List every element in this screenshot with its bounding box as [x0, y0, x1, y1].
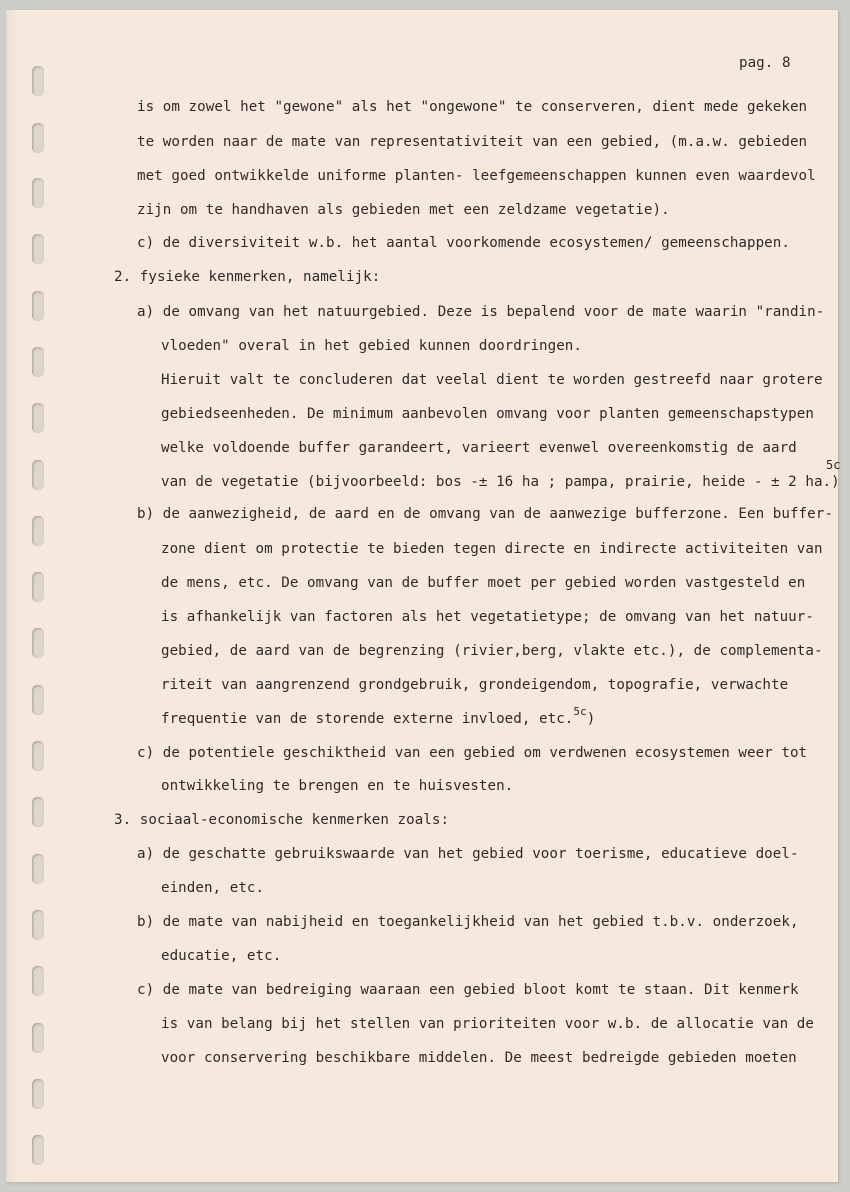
text-line: gebied, de aard van de begrenzing (rivier,berg, vlakte etc.), de complementa- [161, 643, 823, 659]
text-line: is van belang bij het stellen van prioriteiten voor w.b. de allocatie van de [161, 1016, 814, 1032]
text-line: zijn om te handhaven als gebieden met een zeldzame vegetatie). [137, 202, 670, 218]
text-line: gebiedseenheden. De minimum aanbevolen omvang voor planten gemeenschapstypen [161, 406, 814, 422]
punch-hole [32, 797, 44, 827]
list-item-label: c) de mate van bedreiging waaraan een gebied bloot komt te staan. Dit kenmerk [137, 982, 799, 998]
page-number: pag. 8 [739, 55, 791, 71]
punch-hole [32, 910, 44, 940]
footnote-ref: 5c [573, 705, 587, 718]
punch-hole [32, 572, 44, 602]
text-line: educatie, etc. [161, 948, 282, 964]
margin-footnote-ref: 5c [826, 458, 841, 472]
text-line: riteit van aangrenzend grondgebruik, grondeigendom, topografie, verwachte [161, 677, 789, 693]
section-heading: 2. fysieke kenmerken, namelijk: [114, 269, 381, 285]
punch-hole [32, 234, 44, 264]
text-line: te worden naar de mate van representativiteit van een gebied, (m.a.w. gebieden [137, 134, 808, 150]
section-heading: 3. sociaal-economische kenmerken zoals: [114, 812, 450, 828]
punch-hole [32, 966, 44, 996]
text-line: vloeden" overal in het gebied kunnen doordringen. [161, 338, 582, 354]
text-line: welke voldoende buffer garandeert, varieert evenwel overeenkomstig de aard [161, 440, 797, 456]
list-item-label: c) de potentiele geschiktheid van een gebied om verdwenen ecosystemen weer tot [137, 745, 808, 761]
punch-hole [32, 685, 44, 715]
punch-hole [32, 347, 44, 377]
punch-hole [32, 123, 44, 153]
punch-hole [32, 178, 44, 208]
list-item-label: c) de diversiviteit w.b. het aantal voorkomende ecosystemen/ gemeenschappen. [137, 235, 790, 251]
punch-hole [32, 66, 44, 96]
list-item-label: a) de geschatte gebruikswaarde van het gebied voor toerisme, educatieve doel- [137, 846, 799, 862]
text-line: zone dient om protectie te bieden tegen directe en indirecte activiteiten van [161, 541, 823, 557]
list-item-label: b) de mate van nabijheid en toegankelijkheid van het gebied t.b.v. onderzoek, [137, 914, 799, 930]
punch-hole [32, 741, 44, 771]
punch-hole [32, 291, 44, 321]
text-line: van de vegetatie (bijvoorbeeld: bos -± 16 ha ; pampa, prairie, heide - ± 2 ha.) [161, 474, 840, 490]
list-item-label: a) de omvang van het natuurgebied. Deze is bepalend voor de mate waarin "randin- [137, 304, 825, 320]
punch-hole [32, 1135, 44, 1165]
text-line: de mens, etc. De omvang van de buffer moet per gebied worden vastgesteld en [161, 575, 806, 591]
text-line: voor conservering beschikbare middelen. De meest bedreigde gebieden moeten [161, 1050, 797, 1066]
text-line: frequentie van de storende externe invloed, etc. [161, 711, 574, 727]
punch-hole [32, 628, 44, 658]
text-line: is om zowel het "gewone" als het "ongewone" te conserveren, dient mede gekeken [137, 99, 808, 115]
text-line: met goed ontwikkelde uniforme planten- leefgemeenschappen kunnen even waardevol [137, 168, 816, 184]
punch-hole [32, 1079, 44, 1109]
text-line: ontwikkeling te brengen en te huisvesten. [161, 778, 514, 794]
list-item-label: b) de aanwezigheid, de aard en de omvang van de aanwezige bufferzone. Een buffer- [137, 506, 833, 522]
footnote-ref-paren: ) [586, 711, 596, 727]
punch-hole [32, 854, 44, 884]
punch-hole [32, 403, 44, 433]
text-line: Hieruit valt te concluderen dat veelal dient te worden gestreefd naar grotere [161, 372, 823, 388]
punch-hole [32, 1023, 44, 1053]
text-line-with-footnote [161, 705, 596, 729]
text-line: einden, etc. [161, 880, 265, 896]
text-line: is afhankelijk van factoren als het vegetatietype; de omvang van het natuur- [161, 609, 814, 625]
punch-hole [32, 516, 44, 546]
page-binding-edge [6, 10, 18, 1182]
punch-hole [32, 460, 44, 490]
document-page [6, 10, 838, 1182]
